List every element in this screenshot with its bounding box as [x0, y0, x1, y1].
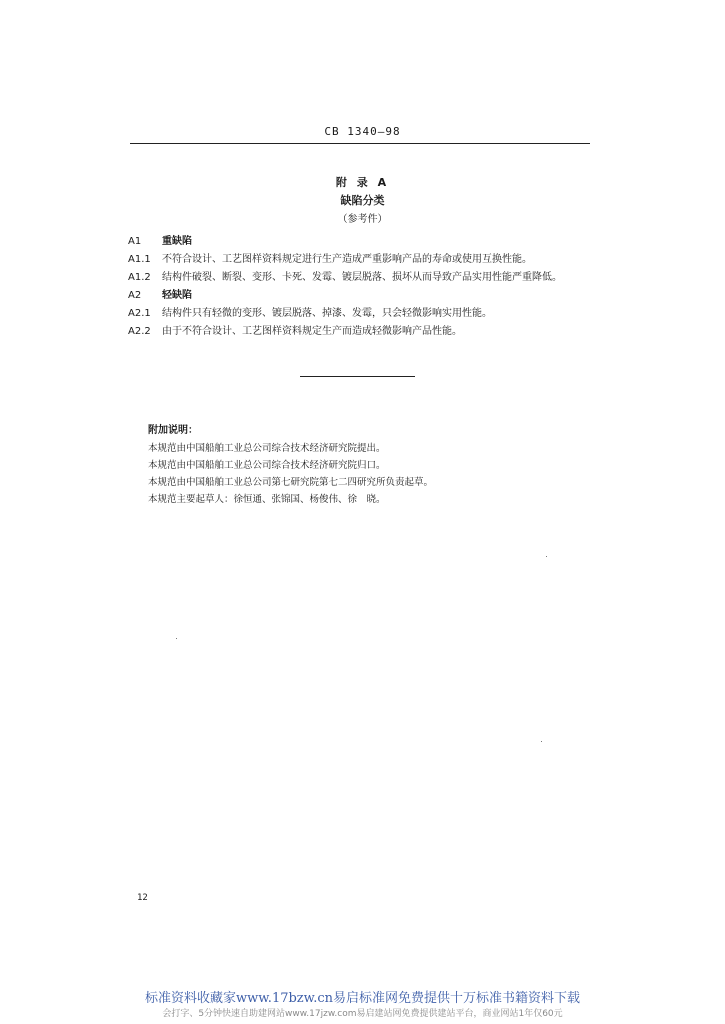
- appendix-subtitle: 缺陷分类: [340, 194, 385, 207]
- note-line: 本规范由中国船舶工业总公司综合技术经济研究院提出。: [148, 443, 386, 454]
- clause-text: 结构件只有轻微的变形、镀层脱落、掉漆、发霉，只会轻微影响实用性能。: [162, 308, 492, 319]
- note-line: 本规范由中国船舶工业总公司第七研究院第七二四研究所负责起草。: [148, 477, 434, 488]
- clause-text: 由于不符合设计、工艺图样资料规定生产而造成轻微影响产品性能。: [162, 326, 462, 337]
- note-line: 本规范主要起草人：徐恒通、张锦国、杨俊伟、徐 晓。: [148, 494, 386, 505]
- scan-speck: [546, 556, 547, 557]
- watermark-footer: 会打字、5分钟快速自助建网站www.17jzw.com易启建站网免费提供建站平台，商业网站1年仅60元: [162, 1009, 563, 1019]
- clause-text: 不符合设计、工艺图样资料规定进行生产造成严重影响产品的寿命或使用互换性能。: [162, 254, 532, 265]
- page-number: 12: [137, 893, 148, 903]
- clause-number: A1.2: [128, 272, 151, 283]
- clause-a2-2: [128, 323, 598, 341]
- clause-text: 结构件破裂、断裂、变形、卡死、发霉、镀层脱落、损坏从而导致产品实用性能严重降低。: [162, 272, 562, 283]
- clause-number: A2.2: [128, 326, 151, 337]
- clause-number: A2: [128, 290, 142, 301]
- clause-a1-1: [128, 251, 598, 269]
- clause-text: 重缺陷: [162, 236, 192, 247]
- clause-text: 轻缺陷: [162, 290, 192, 301]
- clause-a1-2: [128, 269, 598, 287]
- clause-a2: [128, 287, 598, 305]
- clause-number: A1.1: [128, 254, 151, 265]
- clause-a1: [128, 233, 598, 251]
- scan-speck: [176, 638, 177, 639]
- clause-number: A1: [128, 236, 142, 247]
- appendix-title: 附 录 A: [335, 176, 390, 189]
- appendix-note: （参考件）: [337, 214, 388, 225]
- note-line: 本规范由中国船舶工业总公司综合技术经济研究院归口。: [148, 460, 386, 471]
- clause-number: A2.1: [128, 308, 151, 319]
- clause-list: [128, 233, 598, 341]
- scan-speck: [541, 741, 542, 742]
- additional-notes: [148, 421, 568, 508]
- clause-a2-1: [128, 305, 598, 323]
- watermark-banner: 标准资料收藏家www.17bzw.cn易启标准网免费提供十万标准书籍资料下载: [144, 991, 581, 1006]
- notes-title: 附加说明：: [148, 425, 198, 436]
- standard-code: CB 1340—98: [324, 125, 401, 138]
- end-divider: [300, 376, 415, 377]
- header-divider: [130, 143, 590, 144]
